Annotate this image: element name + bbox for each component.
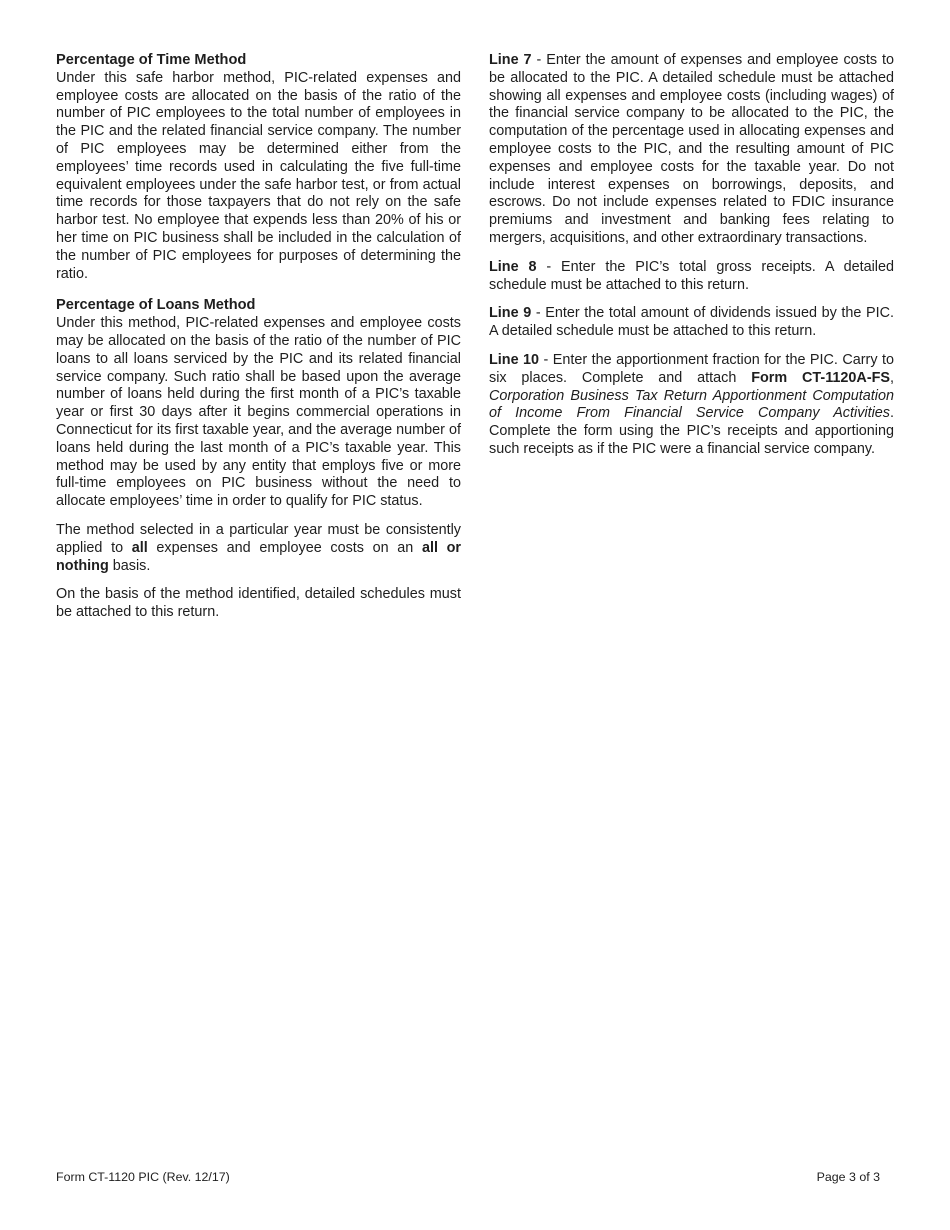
right-column <box>489 52 894 466</box>
line7-paragraph <box>489 52 894 248</box>
line9-label: Line 9 <box>489 305 532 322</box>
line10-paragraph <box>489 352 894 459</box>
line7-text: - Enter the amount of expenses and employee costs to be allocated to the PIC. A detailed schedule must be attached showing all expenses and employee costs (including wages) of the financial service company to be allocated to the PIC, the computation of the percentage used in allocating expenses and employee costs to the PIC, and the resulting amount of PIC expenses and employee costs for the taxable year. Do not include interest expenses on borrowings, deposits, and escrows. Do not include expenses related to FDIC insurance premiums and investment and banking fees relating to mergers, acquisitions, and other extraordinary transactions. <box>489 52 894 246</box>
form-ct-1120a-fs-title: Corporation Business Tax Return Apportionment Computation of Income From Financial Service Company Activities <box>489 387 894 422</box>
consistency-text-3: basis. <box>108 557 151 574</box>
footer-form-id: Form CT-1120 PIC (Rev. 12/17) <box>56 1170 230 1184</box>
loans-method-body: Under this method, PIC-related expenses and employee costs may be allocated on the basis of the ratio of the number of PIC loans to all loans serviced by the PIC and its related financial service company. Such ratio shall be based upon the average number of loans held during the first month of a PIC’s taxable year or first 30 days after it begins commercial operations in Connecticut for its first taxable year, and the average number of loans held during the last month of a PIC’s taxable year. This method may be used by any entity that employs five or more full-time employees on PIC business without the need to allocate employees’ time in order to qualify for PIC status. <box>56 315 461 510</box>
line9-text: - Enter the total amount of dividends issued by the PIC. A detailed schedule must be attached to this return. <box>489 305 895 340</box>
line8-label: Line 8 <box>489 258 537 275</box>
schedules-note: On the basis of the method identified, detailed schedules must be attached to this return. <box>56 586 461 621</box>
line10-text-1: - Enter the apportionment fraction for the PIC. Carry to six places. Complete and attach <box>489 351 894 386</box>
form-ct-1120a-fs-name: Form CT-1120A-FS <box>751 369 890 386</box>
line9-paragraph <box>489 305 894 341</box>
line8-text: - Enter the PIC’s total gross receipts. A detailed schedule must be attached to this return. <box>489 258 894 293</box>
left-column <box>56 52 461 629</box>
footer-page-number: Page 3 of 3 <box>816 1170 880 1184</box>
line8-paragraph <box>489 259 894 295</box>
consistency-text-2: expenses and employee costs on an <box>147 539 422 556</box>
line10-text-2: . Complete the form using the PIC’s receipts and apportioning such receipts as if the PIC were a financial service company. <box>489 405 894 457</box>
time-method-heading: Percentage of Time Method <box>56 52 247 68</box>
line10-label: Line 10 <box>489 351 540 368</box>
consistency-text-1: The method selected in a particular year must be consistently applied to <box>56 521 461 556</box>
consistency-bold-all: all <box>131 539 148 556</box>
consistency-bold-all-or-nothing: all or nothing <box>56 539 461 574</box>
consistency-paragraph <box>56 522 461 575</box>
line7-label: Line 7 <box>489 52 532 68</box>
time-method-body: Under this safe harbor method, PIC-related expenses and employee costs are allocated on the basis of the ratio of the number of PIC employees to the total number of employees in the PIC and the related financial service company. The number of PIC employees may be determined either from the employees’ time records used in calculating the five full-time equivalent employees under the safe harbor test, or from actual time records for those taxpayers that do not rely on the safe harbor test. No employee that expends less than 20% of his or her time on PIC business shall be included in the calculation of the number of PIC employees for purposes of determining the ratio. <box>56 69 461 282</box>
loans-method-heading: Percentage of Loans Method <box>56 297 256 314</box>
line10-comma: , <box>890 369 894 386</box>
